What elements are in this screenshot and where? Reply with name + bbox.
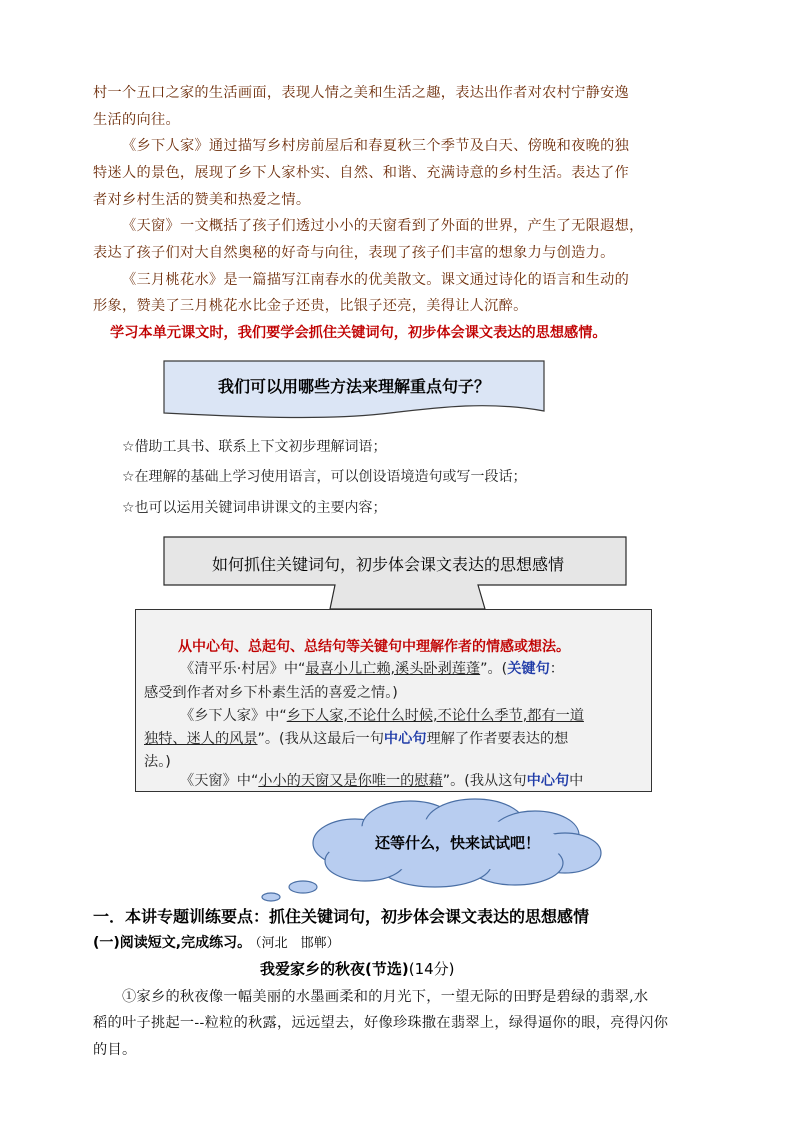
example-qingpingyue bbox=[180, 658, 564, 678]
example-xiaxiarenjia-quote: 乡下人家,不论什么时候,不论什么季节,都有一道 bbox=[286, 708, 584, 724]
tip-item-2: ☆在理解的基础上学习使用语言，可以创设语境造句或写一段话； bbox=[122, 469, 527, 485]
example-tianchuang-keyword: 中心句 bbox=[526, 773, 570, 789]
example-qingpingyue-line2: 感受到作者对乡下朴素生活的喜爱之情。) bbox=[144, 685, 398, 701]
example-xiaxiarenjia-keyword: 中心句 bbox=[383, 731, 427, 747]
example-qingpingyue-lead: 《清平乐·村居》中“ bbox=[180, 661, 306, 677]
example-xiaxiarenjia-quote-cont: 独特、迷人的风景 bbox=[144, 731, 258, 747]
intro-line-2: 生活的向往。 bbox=[93, 112, 180, 128]
example-qingpingyue-quote: 最喜小儿亡赖,溪头卧剥莲蓬 bbox=[305, 661, 481, 677]
example-xiaxiarenjia-lead: 《乡下人家》中“ bbox=[180, 708, 287, 724]
example-qingpingyue-mid: ”。( bbox=[480, 661, 508, 677]
tip-item-3: ☆也可以运用关键词串讲课文的主要内容； bbox=[122, 500, 387, 516]
article-paragraph-line-1: ①家乡的秋夜像一幅美丽的水墨画柔和的月光下，一望无际的田野是碧绿的翡翠,水 bbox=[122, 989, 649, 1005]
article-paragraph-line-2: 稻的叶子挑起一--粒粒的秋露，远远望去，好像珍珠撒在翡翠上，绿得逼你的眼，亮得闪你 bbox=[93, 1015, 669, 1031]
exercise-subheading-text: (一)阅读短文,完成练习。 bbox=[93, 935, 252, 951]
example-xiaxiarenjia-mid: ”。(我从这最后一句 bbox=[257, 731, 384, 747]
example-tianchuang-quote: 小小的天窗又是你唯一的慰藉 bbox=[258, 773, 443, 789]
exercise-subheading bbox=[93, 932, 340, 952]
example-xiaxiarenjia bbox=[180, 705, 584, 725]
example-qingpingyue-keyword: 关键句 bbox=[507, 661, 550, 677]
example-tianchuang-mid: ”。(我从这句 bbox=[442, 773, 527, 789]
article-title-line bbox=[260, 958, 455, 979]
cloud-callout-text: 还等什么，快来试试吧！ bbox=[375, 834, 541, 852]
intro-line-1: 村一个五口之家的生活画面，表现人情之美和生活之趣，表达出作者对农村宁静安逸 bbox=[93, 85, 630, 101]
banner-method-text: 如何抓住关键词句，初步体会课文表达的思想感情 bbox=[212, 555, 565, 574]
section-heading: 一．本讲专题训练要点：抓住关键词句，初步体会课文表达的思想感情 bbox=[93, 907, 590, 926]
example-tianchuang-lead: 《天窗》中“ bbox=[180, 773, 259, 789]
unit-goal-text: 学习本单元课文时，我们要学会抓住关键词句，初步体会课文表达的思想感情。 bbox=[110, 325, 607, 341]
article-title: 我爱家乡的秋夜(节选) bbox=[260, 960, 409, 978]
intro-line-8: 《三月桃花水》是一篇描写江南春水的优美散文。课文通过诗化的语言和生动的 bbox=[122, 272, 630, 288]
intro-line-5: 者对乡村生活的赞美和热爱之情。 bbox=[93, 192, 311, 208]
example-tianchuang bbox=[180, 770, 583, 790]
intro-line-3: 《乡下人家》通过描写乡村房前屋后和春夏秋三个季节及白天、傍晚和夜晚的独 bbox=[122, 138, 630, 154]
article-paragraph-line-3: 的目。 bbox=[93, 1042, 137, 1058]
article-score: (14分) bbox=[408, 960, 455, 978]
intro-line-9: 形象，赞美了三月桃花水比金子还贵，比银子还亮，美得让人沉醉。 bbox=[93, 298, 528, 314]
key-sentence-box-title: 从中心句、总起句、总结句等关键句中理解作者的情感或想法。 bbox=[178, 639, 570, 655]
tip-item-1: ☆借助工具书、联系上下文初步理解词语； bbox=[122, 439, 387, 455]
example-xiaxiarenjia-line2 bbox=[144, 728, 568, 748]
example-xiaxiarenjia-line3: 法。) bbox=[144, 754, 171, 770]
example-qingpingyue-colon: ： bbox=[549, 661, 564, 677]
intro-line-7: 表达了孩子们对大自然奥秘的好奇与向往，表现了孩子们丰富的想象力与创造力。 bbox=[93, 245, 615, 261]
example-tianchuang-rest: 中 bbox=[569, 773, 584, 789]
example-xiaxiarenjia-rest: 理解了作者要表达的想 bbox=[426, 731, 569, 747]
intro-line-4: 特迷人的景色，展现了乡下人家朴实、自然、和谐、充满诗意的乡村生活。表达了作 bbox=[93, 165, 630, 181]
banner-question-text: 我们可以用哪些方法来理解重点句子？ bbox=[217, 377, 490, 396]
intro-line-6: 《天窗》一文概括了孩子们透过小小的天窗看到了外面的世界，产生了无限遐想， bbox=[122, 218, 644, 234]
exercise-source: （河北 邯郸） bbox=[255, 936, 340, 951]
